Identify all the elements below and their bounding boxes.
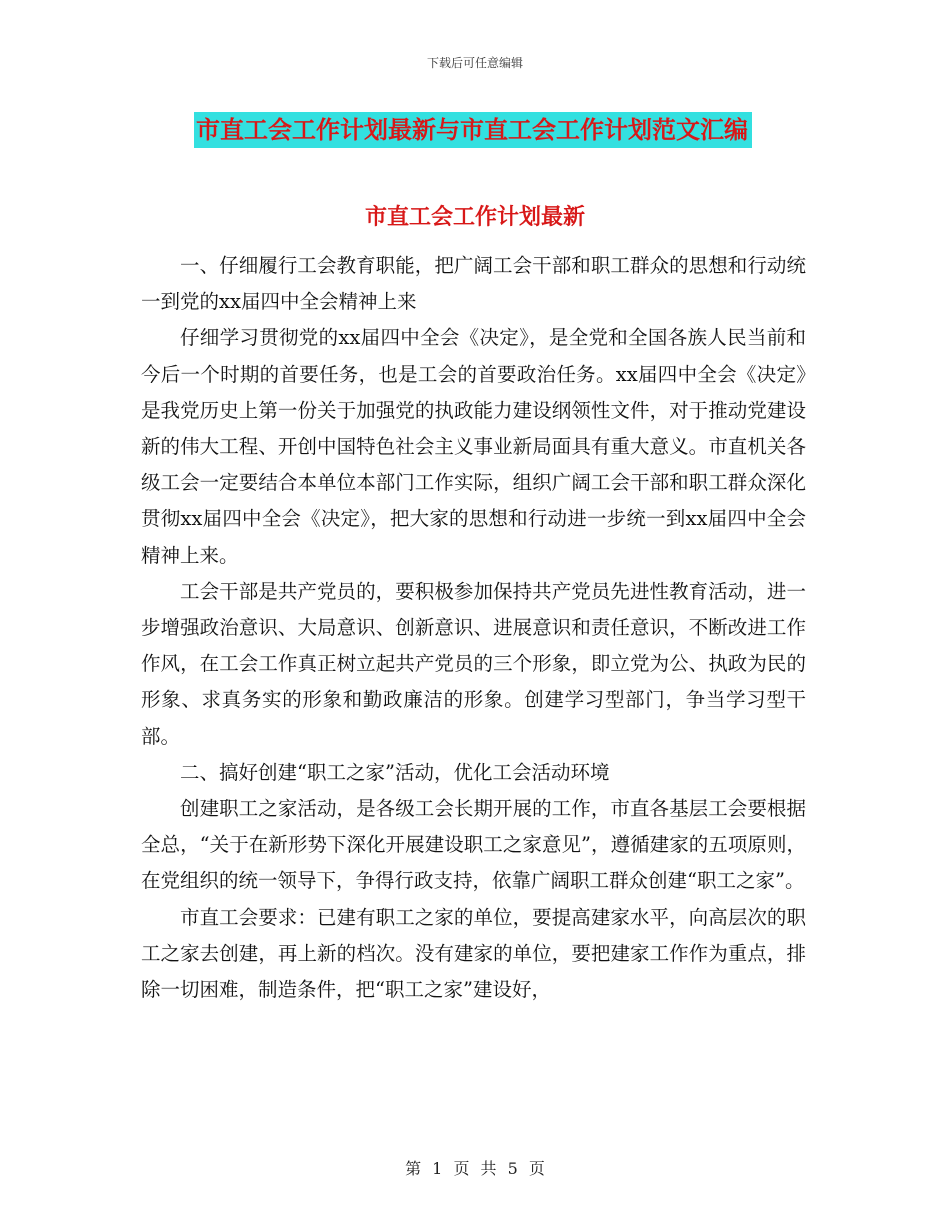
body-text (141, 248, 806, 1008)
paragraph-5: 创建职工之家活动，是各级工会长期开展的工作，市直各基层工会要根据全总，“关于在新形势下深化开展建设职工之家意见”，遵循建家的五项原则，在党组织的统一领导下，争得行政支持，依靠广阔职工群众创建“职工之家”。 (141, 797, 806, 893)
paragraph-6: 市直工会要求：已建有职工之家的单位，要提高建家水平，向高层次的职工之家去创建，再上新的档次。没有建家的单位，要把建家工作作为重点，排除一切困难，制造条件，把“职工之家”建设好， (141, 905, 806, 1002)
paragraph-2: 仔细学习贯彻党的xx届四中全会《决定》，是全党和全国各族人民当前和今后一个时期的首要任务，也是工会的首要政治任务。xx届四中全会《决定》是我党历史上第一份关于加强党的执政能力建设纲领性文件，对于推动党建设新的伟大工程、开创中国特色社会主义事业新局面具有重大意义。市直机关各级工会一定要结合本单位本部门工作实际，组织广阔工会干部和职工群众深化贯彻xx届四中全会《决定》，把大家的思想和行动进一步统一到xx届四中全会精神上来。 (141, 326, 806, 567)
paragraph-1: 一、仔细履行工会教育职能，把广阔工会干部和职工群众的思想和行动统一到党的xx届四中全会精神上来 (141, 254, 806, 314)
paragraph-4: 二、搞好创建“职工之家”活动，优化工会活动环境 (180, 760, 610, 784)
section-title: 市直工会工作计划最新 (364, 204, 585, 230)
header-note: 下载后可任意编辑 (426, 56, 523, 70)
page-number-footer: 第 1 页 共 5 页 (405, 1159, 545, 1178)
paragraph-3: 工会干部是共产党员的，要积极参加保持共产党员先进性教育活动，进一步增强政治意识、大局意识、创新意识、进展意识和责任意识，不断改进工作作风，在工会工作真正树立起共产党员的三个形象，即立党为公、执政为民的形象、求真务实的形象和勤政廉洁的形象。创建学习型部门，争当学习型干部。 (141, 579, 806, 748)
document-title: 市直工会工作计划最新与市直工会工作计划范文汇编 (194, 112, 752, 148)
